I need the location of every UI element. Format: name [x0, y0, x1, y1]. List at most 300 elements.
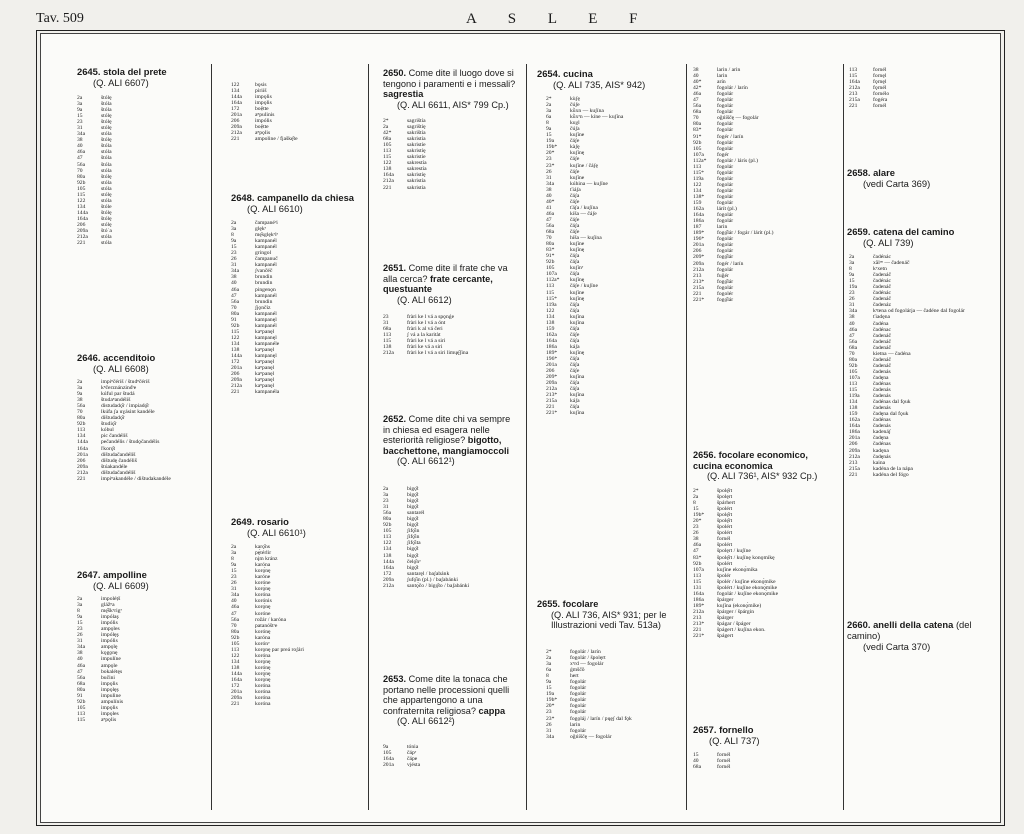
dialect-form: čadęnás [873, 453, 891, 460]
locality-code: 70 [77, 409, 83, 416]
dialect-form: fornél [873, 103, 887, 110]
dialect-form: štólę [101, 209, 112, 216]
locality-code: 221* [693, 633, 705, 640]
dialect-form: fǫrnęl [873, 79, 887, 86]
locality-code: 40 [231, 598, 237, 605]
locality-code: 8 [546, 120, 549, 127]
locality-code: 112a* [546, 277, 560, 284]
locality-code: 26 [231, 580, 237, 587]
locality-code: 105 [383, 750, 392, 757]
dialect-form: bigǫ̂t [407, 546, 419, 553]
dialect-form: štólę [101, 137, 112, 144]
dialect-form: čadenáč [873, 296, 892, 303]
locality-code: 15 [849, 278, 855, 285]
dialect-form: kampanél [255, 238, 277, 245]
locality-code: 8 [693, 500, 696, 507]
locality-code: 38 [77, 397, 83, 404]
dialect-form: impólis [101, 638, 118, 645]
dialect-form: impuline [101, 692, 121, 699]
dialect-form: impǫlis [101, 704, 118, 711]
locality-code: 122 [77, 197, 86, 204]
dialect-form: fogér / larín [717, 133, 744, 140]
dialect-form: kuʃína [570, 319, 585, 326]
locality-code: 213* [546, 392, 558, 399]
locality-code: 144a [77, 209, 88, 216]
locality-code: 107a [849, 374, 860, 381]
locality-code: 159 [693, 200, 702, 207]
locality-code: 3a [849, 260, 855, 267]
locality-code: 209a [693, 260, 704, 267]
dialect-form: larin [717, 224, 728, 231]
dialect-form: fogolár / špolęrt [570, 655, 606, 662]
dialect-form: dištudačandéliš [101, 469, 136, 476]
column-rule [368, 64, 369, 810]
dialect-form: kuʃíne [570, 132, 585, 139]
locality-code: 115 [77, 716, 86, 723]
entry-row [383, 350, 468, 356]
dialect-form: nįm kránz [255, 556, 278, 563]
dialect-form: dištudačandéliš [101, 451, 136, 458]
locality-code: 201a [693, 242, 704, 249]
dialect-form: stólę [101, 113, 112, 120]
dialect-form: kaⁿpanęl [255, 359, 275, 366]
locality-code: 221* [693, 296, 705, 303]
dialect-form: kampanél [255, 262, 277, 269]
locality-code: 2a [231, 220, 237, 226]
locality-code: 186a [693, 596, 704, 603]
locality-code: 92b [231, 322, 240, 329]
locality-code: 164a [383, 172, 394, 179]
dialect-form: kampanęl [255, 353, 277, 360]
dialect-form: štólę [101, 173, 112, 180]
dialect-form: čáʃa [570, 222, 580, 229]
locality-code: 209a [77, 228, 88, 235]
dialect-form: fogolár [717, 109, 734, 116]
question-2652: 2652. Come dite chi va sempre in chiesa ed esagera nelle esteriorità religiose? bigotto, bacchettone, mangiamoccoli (Q. ALI 6612¹) [383, 414, 511, 466]
locality-code: 47 [693, 97, 699, 104]
dialect-form: bǫsis [255, 82, 267, 88]
locality-code: 144a [383, 558, 394, 565]
dialect-form: fogolár [570, 685, 587, 692]
dialect-form: čáʃe [570, 138, 580, 145]
locality-code: 221 [231, 136, 240, 143]
dialect-form: čadenáč [873, 356, 892, 363]
dialect-form: impǫlęș [101, 686, 119, 693]
entries-2653 [383, 744, 420, 768]
question-2653: 2653. Come dite la tonaca che portano nelle processioni quelli che appartengono a una confraternita religiosa? cappa (Q. ALI 6612²) [383, 674, 510, 726]
dialect-form: impulíne [101, 656, 121, 663]
dialect-form: stólę [101, 221, 112, 228]
locality-code: 2a [77, 95, 83, 101]
dialect-form: štóle [101, 203, 112, 210]
dialect-form: koróna [255, 701, 271, 708]
dialect-form: štóla [101, 143, 112, 150]
dialect-form: kaina [873, 459, 886, 466]
dialect-form: kᵊtena od fogolárja — čadéne dal fogolár [873, 308, 965, 315]
dialect-form: stóla [101, 167, 112, 174]
locality-code: 40* [693, 79, 702, 86]
dialect-form: fogér / larín [717, 260, 744, 267]
locality-code: 115 [849, 387, 858, 394]
dialect-form: fogolár [717, 139, 734, 146]
locality-code: 209a [231, 377, 242, 384]
locality-code: 8 [231, 556, 234, 563]
dialect-form: impiⁿakandéle / dištudakandéle [101, 475, 171, 482]
dialect-form: bigǫ̂t [407, 498, 419, 505]
dialect-form: híša — kuʃína [570, 235, 602, 242]
dialect-form: impǫles [101, 710, 119, 717]
locality-code: 134 [77, 433, 86, 440]
locality-code: 9a [546, 679, 552, 686]
locality-code: 91 [231, 316, 237, 323]
locality-code: 215a [693, 284, 704, 291]
locality-code: 122 [693, 181, 702, 188]
locality-code: 138 [849, 405, 858, 412]
locality-code: 56a [77, 161, 86, 168]
dialect-form: čáʃe [570, 229, 580, 236]
locality-code: 26 [546, 168, 552, 175]
locality-code: 83* [546, 247, 555, 254]
locality-code: 40 [546, 192, 552, 199]
dialect-form: pečandélis / študǫčandélis [101, 439, 160, 446]
locality-code: 164a [383, 564, 394, 571]
dialect-form: čápᵊ [407, 750, 417, 757]
dialect-form: kampanęl [255, 334, 277, 341]
locality-code: 206 [849, 441, 858, 448]
dialect-form: koróna [255, 689, 271, 696]
locality-code: 2a [546, 102, 552, 109]
locality-code: 19b* [546, 144, 558, 151]
locality-code: 144a [77, 439, 88, 446]
dialect-form: ťáʃa / kuʃína [570, 204, 598, 211]
locality-code: 8 [77, 608, 80, 615]
locality-code: 221 [77, 240, 86, 247]
locality-code: 23 [383, 314, 389, 320]
dialect-form: čadénac [873, 326, 892, 333]
dialect-form: kampanéla [255, 389, 280, 396]
dialect-form: kadęna [873, 447, 889, 454]
locality-code: 122 [231, 652, 240, 659]
locality-code: 80a [77, 173, 86, 180]
dialect-form: fràri ke l vá a spǫnǵe [407, 314, 455, 320]
locality-code: 164a [383, 756, 394, 763]
heading-2654: 2654. cucina (Q. ALI 735, AIS* 942) [537, 68, 646, 90]
locality-code: 209a [546, 380, 557, 387]
locality-code: 41 [546, 204, 552, 211]
dialect-form: impoléṭš [101, 596, 121, 602]
dialect-form: kaⁿpanęl [255, 328, 275, 335]
locality-code: 26 [231, 256, 237, 263]
locality-code: 23 [231, 574, 237, 581]
dialect-form: sakristíę [407, 172, 426, 179]
dialect-form: kuʃíne / čáʃę [570, 162, 598, 169]
dialect-form: karóna [255, 634, 271, 641]
locality-code: 68a [849, 344, 858, 351]
locality-code: 31 [383, 320, 389, 327]
locality-code: 206 [546, 368, 555, 375]
locality-code: 189* [693, 230, 705, 237]
locality-code: 3a [77, 385, 83, 392]
dialect-form: čadenás [873, 405, 891, 412]
locality-code: 15 [77, 620, 83, 627]
locality-code: 40 [77, 143, 83, 150]
dialect-form: fogolár [717, 91, 734, 98]
dialect-form: kietna — čadéna [873, 350, 911, 357]
locality-code: 113 [849, 67, 858, 73]
locality-code: 8 [546, 673, 549, 680]
locality-code: 113 [693, 163, 702, 170]
dialect-form: fǫgolár [717, 169, 734, 176]
dialect-form: glážⁿa [101, 602, 115, 609]
dialect-form: fogolár [570, 703, 587, 710]
dialect-form: fogolár [717, 236, 734, 243]
dialect-form: kǜxn — kuʃína [570, 108, 604, 115]
locality-code: 221 [383, 184, 392, 191]
locality-code: 159 [546, 325, 555, 332]
locality-code: 23 [383, 498, 389, 505]
locality-code: 23 [77, 626, 83, 633]
locality-code: 105 [77, 704, 86, 711]
dialect-form: fornél [873, 67, 887, 73]
locality-code: 209a [849, 447, 860, 454]
dialect-form: bučini [101, 674, 115, 681]
locality-code: 26 [849, 296, 855, 303]
dialect-form: korónis [255, 598, 272, 605]
dialect-form: čadénas dal fǫuk [873, 399, 911, 406]
locality-code: 138 [231, 664, 240, 671]
locality-code: 23 [546, 709, 552, 716]
dialect-form: impólęş [101, 632, 119, 639]
locality-code: 209a [383, 576, 394, 583]
locality-code: 42* [383, 130, 392, 137]
locality-code: 19b* [546, 697, 558, 704]
locality-code: 115 [383, 154, 392, 161]
dialect-form: fogǫ̂lár / fogár / lárít (pl.) [717, 230, 774, 237]
entry-row [231, 701, 304, 707]
dialect-form: tónia [407, 744, 419, 750]
dialect-form: čáʃe [570, 156, 580, 163]
dialect-form: fornél [717, 536, 731, 543]
dialect-form: fogolér [717, 290, 734, 297]
dialect-form: larin [717, 73, 728, 80]
entry-row [546, 410, 623, 416]
dialect-form: kaⁿpanęl [255, 383, 275, 390]
dialect-form: kⁿčerznánzinđʳe [101, 385, 137, 392]
dialect-form: ľkorǫ̂t [101, 445, 116, 452]
locality-code: 3a [77, 101, 83, 108]
dialect-form: impólis [255, 118, 272, 125]
locality-code: 113 [383, 148, 392, 155]
dialect-form: larin [570, 721, 581, 728]
locality-code: 31 [849, 302, 855, 309]
dialect-form: špágar / špáger [717, 621, 751, 628]
dialect-form: čadénác [873, 254, 892, 260]
locality-code: 80a [383, 516, 392, 523]
locality-code: 206 [693, 248, 702, 255]
dialect-form: koróne [255, 610, 271, 617]
entries-2656 [693, 488, 778, 639]
locality-code: 3a [77, 602, 83, 609]
dialect-form: štólę [101, 95, 112, 101]
locality-code: 23 [693, 524, 699, 531]
dialect-form: karǫ̂ns [255, 544, 270, 550]
dialect-form: fràri ke l vá a siri [407, 338, 446, 345]
locality-code: 164a [693, 590, 704, 597]
locality-code: 115 [231, 328, 240, 335]
locality-code: 91 [77, 692, 83, 699]
locality-code: 105 [693, 145, 702, 152]
locality-code: 80a [77, 415, 86, 422]
locality-code: 92b [693, 139, 702, 146]
heading-2656: 2656. focolare economico, cucina economica (Q. ALI 736¹, AIS* 932 Cp.) [693, 450, 818, 481]
locality-code: 201a [849, 435, 860, 442]
dialect-form: fornél [717, 764, 731, 771]
heading-2645: 2645. stola del prete (Q. ALI 6607) [77, 66, 167, 88]
dialect-form: ampǫlę [101, 644, 118, 651]
locality-code: 206 [231, 118, 240, 125]
locality-code: 15 [231, 568, 237, 575]
dialect-form: čáʃa [570, 271, 580, 278]
dialect-form: aⁿpǫlis [255, 130, 271, 137]
locality-code: 23 [849, 290, 855, 297]
dialect-form: stóla [101, 179, 112, 186]
heading-2657: 2657. fornello (Q. ALI 737) [693, 724, 760, 746]
locality-code: 215a [546, 398, 557, 405]
locality-code: 38 [693, 67, 699, 73]
locality-code: 20* [546, 150, 555, 157]
dialect-form: čáʃe [570, 331, 580, 338]
locality-code: 122 [231, 334, 240, 341]
locality-code: 70 [231, 622, 237, 629]
entries-2646 [77, 379, 171, 482]
entry-row [849, 472, 999, 478]
locality-code: 92b [77, 698, 86, 705]
locality-code: 23 [231, 250, 237, 257]
column-rule [211, 64, 212, 810]
dialect-form: korónę [255, 628, 271, 635]
locality-code: 162a [693, 206, 704, 213]
locality-code: 186a [849, 429, 860, 436]
dialect-form: fornélo [873, 91, 890, 98]
locality-code: 83* [693, 554, 702, 561]
dialect-form: ampoline / fjaškę̂te [255, 136, 298, 143]
dialect-form: fogolár [717, 248, 734, 255]
dialect-form: gringol [255, 250, 272, 257]
heading-2649: 2649. rosario (Q. ALI 6610¹) [231, 516, 306, 538]
heading-2648: 2648. campanello da chiesa (Q. ALI 6610) [231, 192, 354, 214]
locality-code: 172 [231, 683, 240, 690]
dialect-form: glękᵊ [255, 226, 267, 233]
dialect-form: fogolár [717, 284, 734, 291]
entries-2659 [849, 254, 999, 478]
locality-code: 23 [77, 119, 83, 126]
locality-code: 164a [231, 677, 242, 684]
locality-code: 164a [849, 423, 860, 430]
locality-code: 196* [693, 236, 705, 243]
locality-code: 107a [693, 566, 704, 573]
dialect-form: impólaş [101, 614, 119, 621]
dialect-form: čadenáč [873, 284, 892, 291]
locality-code: 3a [231, 226, 237, 233]
dialect-form: kuʃínę [570, 247, 585, 254]
dialect-form: špágert [717, 633, 734, 640]
locality-code: 46a [77, 662, 86, 669]
locality-code: 2* [546, 649, 552, 655]
dialect-form: špárhert [717, 500, 736, 507]
dialect-form: fogǫ̂lár [717, 278, 734, 285]
entries-2647-cont [231, 82, 298, 142]
dialect-form: koróna [255, 652, 271, 659]
dialect-form: boệtte [255, 106, 269, 113]
entries-2645 [77, 95, 112, 246]
dialect-form: impǫlis [255, 100, 272, 107]
dialect-form: impiⁿčériš / študⁿčériš [101, 379, 150, 385]
dialect-form: špolęrt / kuʃíne [717, 548, 751, 555]
dialect-form: santǫ́čo / bigǫ̂to / baʃabánki [407, 582, 470, 589]
dialect-form: študaⁿandéliš [101, 397, 131, 404]
dialect-form: fogolár [717, 175, 734, 182]
dialect-form: štóla [101, 155, 112, 162]
dialect-form: fogolár [717, 145, 734, 152]
dialect-form: čáʃa [570, 337, 580, 344]
locality-code: 162a [546, 331, 557, 338]
locality-code: 3a [546, 661, 552, 668]
locality-code: 9a [383, 744, 389, 750]
dialect-form: koróna [255, 695, 271, 702]
locality-code: 31 [383, 504, 389, 511]
locality-code: 138 [383, 166, 392, 173]
dialect-form: fuǧér [717, 272, 729, 279]
dialect-form: korǫ́nę [255, 677, 271, 684]
dialect-form: štúakandéle [101, 463, 128, 470]
locality-code: 20* [693, 518, 702, 525]
dialect-form: fogolár [717, 266, 734, 273]
entries-2647 [77, 596, 123, 723]
locality-code: 209* [546, 374, 558, 381]
dialect-form: špolért [717, 530, 733, 537]
dialect-form: fogolár / larín [570, 649, 601, 655]
entry-row [383, 185, 427, 191]
dialect-form: fogolár [717, 187, 734, 194]
dialect-form: čadénác [873, 290, 892, 297]
locality-code: 164a [546, 337, 557, 344]
dialect-form: kuʃína [570, 374, 585, 381]
dialect-form: koróna [255, 683, 271, 690]
dialect-form: špolę̂rt [717, 518, 733, 525]
dialect-form: stóla [101, 234, 112, 241]
dialect-form: čápe [407, 756, 418, 763]
locality-code: 15 [546, 132, 552, 139]
dialect-form: fornęl [873, 73, 887, 80]
dialect-form: čampanéᵊi [255, 220, 278, 226]
dialect-form: hert [570, 673, 579, 680]
locality-code: 91* [546, 253, 555, 260]
entries-2648 [231, 220, 279, 395]
locality-code: 68a [693, 764, 702, 771]
dialect-form: špárger [717, 596, 734, 603]
dialect-form: špolér / kuʃíne ekonǫ́mike [717, 578, 776, 585]
locality-code: 212a [849, 453, 860, 460]
dialect-form: karóna [255, 562, 271, 569]
dialect-form: santarél [407, 510, 425, 517]
entries-2652 [383, 486, 469, 589]
locality-code: 9a [546, 126, 552, 133]
locality-code: 209a [77, 463, 88, 470]
dialect-form: čáʃe [570, 168, 580, 175]
locality-code: 68a [77, 680, 86, 687]
locality-code: 209* [693, 254, 705, 261]
locality-code: 221 [231, 701, 240, 708]
